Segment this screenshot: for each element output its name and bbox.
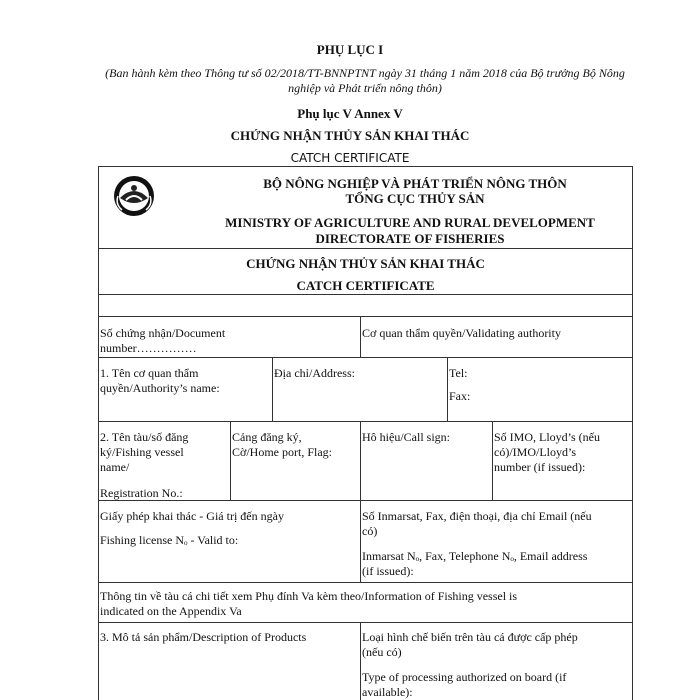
authority-name-label-2: quyền/Authority’s name: [100, 381, 220, 395]
processing-type-label-3: Type of processing authorized on board (if [362, 670, 567, 684]
vessel-name-label-3: name/ [100, 460, 130, 474]
products-description-label: 3. Mô tả sản phẩm/Description of Products [100, 630, 307, 644]
imo-label-3: number (if issued): [494, 460, 586, 474]
document-number-label: Số chứng nhận/Document [100, 326, 226, 340]
validating-authority-label: Cơ quan thẩm quyền/Validating authority [362, 326, 561, 340]
form-title-en: CATCH CERTIFICATE [290, 151, 410, 165]
vessel-info-note: Thông tin về tàu cá chi tiết xem Phụ đính Va kèm theo/Information of Fishing vessel is [100, 589, 518, 603]
document-number-dots: number…………… [100, 341, 197, 355]
call-sign-label: Hô hiệu/Call sign: [362, 430, 450, 444]
authority-name-label: 1. Tên cơ quan thẩm [100, 366, 199, 380]
ministry-en-line1: MINISTRY OF AGRICULTURE AND RURAL DEVELOPMENT [225, 215, 595, 230]
inmarsat-label: Số Inmarsat, Fax, điện thoại, địa chỉ Email (nếu [362, 509, 592, 523]
ministry-vn-line2: TỔNG CỤC THỦY SẢN [345, 191, 485, 206]
certificate-title-vn: CHỨNG NHẬN THỦY SẢN KHAI THÁC [246, 256, 485, 271]
inmarsat-label-4: (if issued): [362, 564, 414, 578]
appendix-title: PHỤ LỤC I [316, 42, 384, 57]
ministry-vn-line1: BỘ NÔNG NGHIỆP VÀ PHÁT TRIỂN NÔNG THÔN [263, 176, 567, 191]
imo-label: Số IMO, Lloyd’s (nếu [494, 430, 600, 444]
inmarsat-label-3: Inmarsat Nₒ, Fax, Telephone Nₒ, Email address [362, 549, 588, 563]
tel-label: Tel: [449, 366, 468, 380]
annex-title: Phụ lục V Annex V [297, 106, 403, 121]
imo-label-2: có)/IMO/Lloyd’s [494, 445, 576, 459]
form-title-vn: CHỨNG NHẬN THỦY SẢN KHAI THÁC [230, 128, 470, 143]
processing-type-label: Loại hình chế biến trên tàu cá được cấp phép [362, 630, 578, 644]
home-port-label-2: Cờ/Home port, Flag: [232, 445, 333, 459]
home-port-label: Cảng đăng ký, [232, 430, 302, 444]
ministry-emblem-icon [112, 174, 156, 218]
fax-label: Fax: [449, 389, 471, 403]
registration-no-label: Registration No.: [100, 486, 183, 500]
issued-note: (Ban hành kèm theo Thông tư số 02/2018/TT-BNNPTNT ngày 31 tháng 1 năm 2018 của Bộ trưởng Bộ Nông nghiệp và Phát triển nông thôn) [105, 66, 625, 95]
fishing-license-label: Giấy phép khai thác - Giá trị đến ngày [100, 509, 284, 523]
certificate-title-en: CATCH CERTIFICATE [296, 278, 435, 293]
ministry-en-line2: DIRECTORATE OF FISHERIES [315, 231, 505, 246]
processing-type-label-4: available): [362, 685, 413, 699]
processing-type-label-2: (nếu có) [362, 645, 402, 659]
vessel-name-label-2: ký/Fishing vessel [100, 445, 184, 459]
fishing-license-label-2: Fishing license Nₒ - Valid to: [100, 533, 239, 547]
inmarsat-label-2: có) [362, 524, 378, 538]
vessel-name-label: 2. Tên tàu/số đăng [100, 430, 189, 444]
address-label: Địa chỉ/Address: [274, 366, 355, 380]
vessel-info-note-2: indicated on the Appendix Va [100, 604, 242, 618]
